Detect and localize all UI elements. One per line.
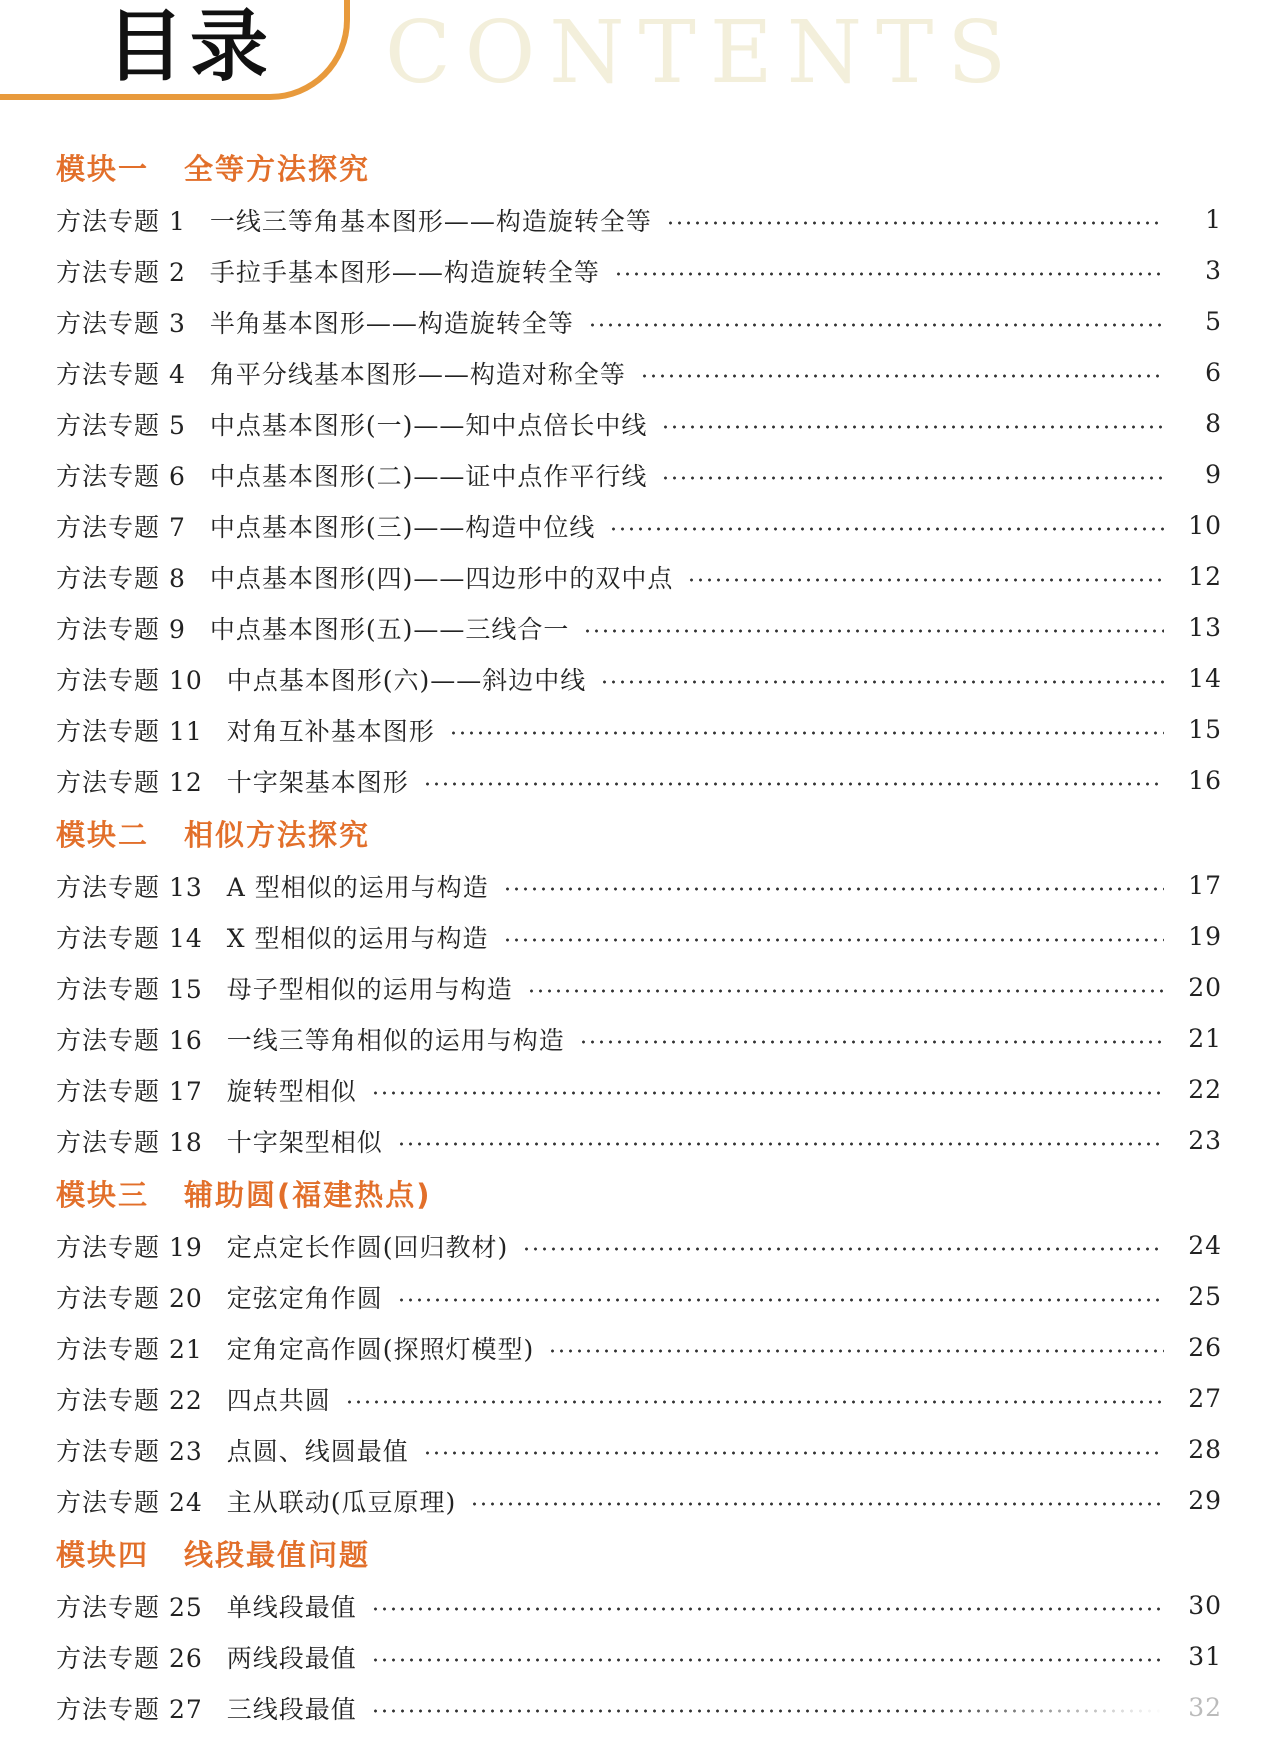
dot-leader bbox=[583, 629, 1164, 633]
module-heading bbox=[56, 806, 1222, 860]
entry-page-number: 23 bbox=[1188, 1126, 1222, 1155]
entry-title: 三线段最值 bbox=[226, 1694, 357, 1724]
dot-leader bbox=[609, 527, 1164, 531]
entry-title: 中点基本图形(一)——知中点倍长中线 bbox=[209, 410, 648, 440]
module-title: 全等方法探究 bbox=[184, 151, 371, 186]
module-heading bbox=[56, 1166, 1222, 1220]
dot-leader bbox=[423, 1451, 1164, 1455]
entry-title: 中点基本图形(三)——构造中位线 bbox=[209, 512, 596, 542]
entry-label: 方法专题 2 bbox=[56, 257, 186, 287]
entry-title: 十字架型相似 bbox=[226, 1127, 383, 1157]
entry-title: 定点定长作圆(回归教材) bbox=[226, 1232, 509, 1262]
toc-entry[interactable] bbox=[56, 1271, 1222, 1322]
entry-label: 方法专题 14 bbox=[56, 923, 203, 953]
entry-title: 十字架基本图形 bbox=[226, 767, 409, 797]
entry-title: 母子型相似的运用与构造 bbox=[226, 974, 513, 1004]
entry-label: 方法专题 22 bbox=[56, 1385, 203, 1415]
toc-entry[interactable] bbox=[56, 1475, 1222, 1526]
entry-label: 方法专题 19 bbox=[56, 1232, 203, 1262]
entry-title: 旋转型相似 bbox=[226, 1076, 357, 1106]
toc-entry[interactable] bbox=[56, 755, 1222, 806]
entry-label: 方法专题 15 bbox=[56, 974, 203, 1004]
entry-label: 方法专题 23 bbox=[56, 1436, 203, 1466]
entry-title: 定角定高作圆(探照灯模型) bbox=[226, 1334, 535, 1364]
dot-leader bbox=[503, 887, 1164, 891]
dot-leader bbox=[588, 323, 1164, 327]
entry-title: 一线三等角相似的运用与构造 bbox=[226, 1025, 565, 1055]
dot-leader bbox=[548, 1349, 1164, 1353]
table-of-contents bbox=[56, 140, 1222, 1733]
toc-entry[interactable] bbox=[56, 398, 1222, 449]
toc-entry[interactable] bbox=[56, 1373, 1222, 1424]
dot-leader bbox=[666, 221, 1164, 225]
module-heading bbox=[56, 140, 1222, 194]
entry-page-number: 5 bbox=[1205, 307, 1222, 336]
entry-label: 方法专题 18 bbox=[56, 1127, 203, 1157]
entry-title: 主从联动(瓜豆原理) bbox=[226, 1487, 457, 1517]
toc-entry[interactable] bbox=[56, 245, 1222, 296]
entry-label: 方法专题 12 bbox=[56, 767, 203, 797]
entry-title: 中点基本图形(五)——三线合一 bbox=[209, 614, 570, 644]
entry-page-number: 6 bbox=[1205, 358, 1222, 387]
page-title-english: CONTENTS bbox=[385, 3, 1021, 103]
dot-leader bbox=[423, 782, 1164, 786]
entry-page-number: 8 bbox=[1205, 409, 1222, 438]
toc-entry[interactable] bbox=[56, 1115, 1222, 1166]
entry-title: 中点基本图形(二)——证中点作平行线 bbox=[209, 461, 648, 491]
entry-label: 方法专题 13 bbox=[56, 872, 203, 902]
entry-page-number: 26 bbox=[1188, 1333, 1222, 1362]
entry-page-number: 10 bbox=[1188, 511, 1222, 540]
toc-entry[interactable] bbox=[56, 962, 1222, 1013]
page-header bbox=[0, 0, 1280, 110]
entry-title: 一线三等角基本图形——构造旋转全等 bbox=[209, 206, 652, 236]
entry-page-number: 27 bbox=[1188, 1384, 1222, 1413]
entry-page-number: 17 bbox=[1188, 871, 1222, 900]
entry-label: 方法专题 5 bbox=[56, 410, 186, 440]
entry-label: 方法专题 10 bbox=[56, 665, 203, 695]
entry-page-number: 15 bbox=[1188, 715, 1222, 744]
entry-title: X 型相似的运用与构造 bbox=[226, 923, 489, 953]
module-title: 线段最值问题 bbox=[184, 1537, 371, 1572]
entry-label: 方法专题 7 bbox=[56, 512, 186, 542]
entry-page-number: 3 bbox=[1205, 256, 1222, 285]
toc-entry[interactable] bbox=[56, 551, 1222, 602]
module-label: 模块一 bbox=[56, 151, 150, 186]
entry-page-number: 31 bbox=[1188, 1642, 1222, 1671]
entry-page-number: 19 bbox=[1188, 922, 1222, 951]
entry-page-number: 25 bbox=[1188, 1282, 1222, 1311]
toc-entry[interactable] bbox=[56, 1580, 1222, 1631]
dot-leader bbox=[661, 425, 1164, 429]
entry-label: 方法专题 3 bbox=[56, 308, 186, 338]
page-title: 目录 bbox=[106, 2, 275, 92]
dot-leader bbox=[449, 731, 1164, 735]
toc-entry[interactable] bbox=[56, 1064, 1222, 1115]
entry-label: 方法专题 24 bbox=[56, 1487, 203, 1517]
entry-label: 方法专题 16 bbox=[56, 1025, 203, 1055]
entry-title: 两线段最值 bbox=[226, 1643, 357, 1673]
entry-label: 方法专题 6 bbox=[56, 461, 186, 491]
module-title: 相似方法探究 bbox=[184, 817, 371, 852]
dot-leader bbox=[527, 989, 1164, 993]
module-title: 辅助圆(福建热点) bbox=[184, 1177, 432, 1212]
entry-label: 方法专题 25 bbox=[56, 1592, 203, 1622]
entry-label: 方法专题 27 bbox=[56, 1694, 203, 1724]
dot-leader bbox=[371, 1607, 1164, 1611]
module-heading bbox=[56, 1526, 1222, 1580]
entry-label: 方法专题 21 bbox=[56, 1334, 203, 1364]
toc-entry[interactable] bbox=[56, 194, 1222, 245]
entry-page-number: 22 bbox=[1188, 1075, 1222, 1104]
entry-page-number: 32 bbox=[1188, 1693, 1222, 1722]
entry-label: 方法专题 1 bbox=[56, 206, 186, 236]
dot-leader bbox=[661, 476, 1164, 480]
entry-label: 方法专题 26 bbox=[56, 1643, 203, 1673]
module-label: 模块二 bbox=[56, 817, 150, 852]
entry-title: 定弦定角作圆 bbox=[226, 1283, 383, 1313]
entry-title: 手拉手基本图形——构造旋转全等 bbox=[209, 257, 600, 287]
dot-leader bbox=[614, 272, 1164, 276]
dot-leader bbox=[600, 680, 1164, 684]
entry-title: 角平分线基本图形——构造对称全等 bbox=[209, 359, 626, 389]
module-label: 模块四 bbox=[56, 1537, 150, 1572]
entry-label: 方法专题 8 bbox=[56, 563, 186, 593]
toc-entry[interactable] bbox=[56, 500, 1222, 551]
entry-page-number: 12 bbox=[1188, 562, 1222, 591]
toc-entry[interactable] bbox=[56, 1322, 1222, 1373]
dot-leader bbox=[397, 1142, 1164, 1146]
dot-leader bbox=[640, 374, 1164, 378]
entry-label: 方法专题 11 bbox=[56, 716, 203, 746]
entry-page-number: 16 bbox=[1188, 766, 1222, 795]
toc-entry[interactable] bbox=[56, 653, 1222, 704]
entry-page-number: 13 bbox=[1188, 613, 1222, 642]
dot-leader bbox=[687, 578, 1164, 582]
entry-page-number: 1 bbox=[1205, 205, 1222, 234]
entry-title: 对角互补基本图形 bbox=[226, 716, 435, 746]
entry-page-number: 21 bbox=[1188, 1024, 1222, 1053]
entry-label: 方法专题 4 bbox=[56, 359, 186, 389]
entry-page-number: 9 bbox=[1205, 460, 1222, 489]
dot-leader bbox=[503, 938, 1164, 942]
dot-leader bbox=[470, 1502, 1164, 1506]
entry-title: 中点基本图形(四)——四边形中的双中点 bbox=[209, 563, 674, 593]
dot-leader bbox=[579, 1040, 1164, 1044]
dot-leader bbox=[371, 1709, 1164, 1713]
toc-entry[interactable] bbox=[56, 602, 1222, 653]
entry-label: 方法专题 9 bbox=[56, 614, 186, 644]
dot-leader bbox=[371, 1658, 1164, 1662]
toc-entry[interactable] bbox=[56, 1220, 1222, 1271]
toc-entry[interactable] bbox=[56, 296, 1222, 347]
toc-entry[interactable] bbox=[56, 1013, 1222, 1064]
toc-entry[interactable] bbox=[56, 860, 1222, 911]
dot-leader bbox=[371, 1091, 1164, 1095]
entry-page-number: 28 bbox=[1188, 1435, 1222, 1464]
toc-entry[interactable] bbox=[56, 704, 1222, 755]
entry-page-number: 30 bbox=[1188, 1591, 1222, 1620]
entry-title: 中点基本图形(六)——斜边中线 bbox=[226, 665, 587, 695]
entry-title: 点圆、线圆最值 bbox=[226, 1436, 409, 1466]
toc-entry[interactable] bbox=[56, 1631, 1222, 1682]
toc-entry[interactable] bbox=[56, 347, 1222, 398]
entry-page-number: 29 bbox=[1188, 1486, 1222, 1515]
entry-title: 单线段最值 bbox=[226, 1592, 357, 1622]
dot-leader bbox=[397, 1298, 1164, 1302]
toc-entry[interactable] bbox=[56, 1682, 1222, 1733]
module-label: 模块三 bbox=[56, 1177, 150, 1212]
toc-entry[interactable] bbox=[56, 911, 1222, 962]
dot-leader bbox=[522, 1247, 1164, 1251]
entry-title: A 型相似的运用与构造 bbox=[226, 872, 489, 902]
entry-label: 方法专题 20 bbox=[56, 1283, 203, 1313]
entry-title: 四点共圆 bbox=[226, 1385, 331, 1415]
entry-title: 半角基本图形——构造旋转全等 bbox=[209, 308, 574, 338]
entry-label: 方法专题 17 bbox=[56, 1076, 203, 1106]
entry-page-number: 14 bbox=[1188, 664, 1222, 693]
toc-entry[interactable] bbox=[56, 449, 1222, 500]
entry-page-number: 20 bbox=[1188, 973, 1222, 1002]
dot-leader bbox=[345, 1400, 1164, 1404]
entry-page-number: 24 bbox=[1188, 1231, 1222, 1260]
toc-entry[interactable] bbox=[56, 1424, 1222, 1475]
